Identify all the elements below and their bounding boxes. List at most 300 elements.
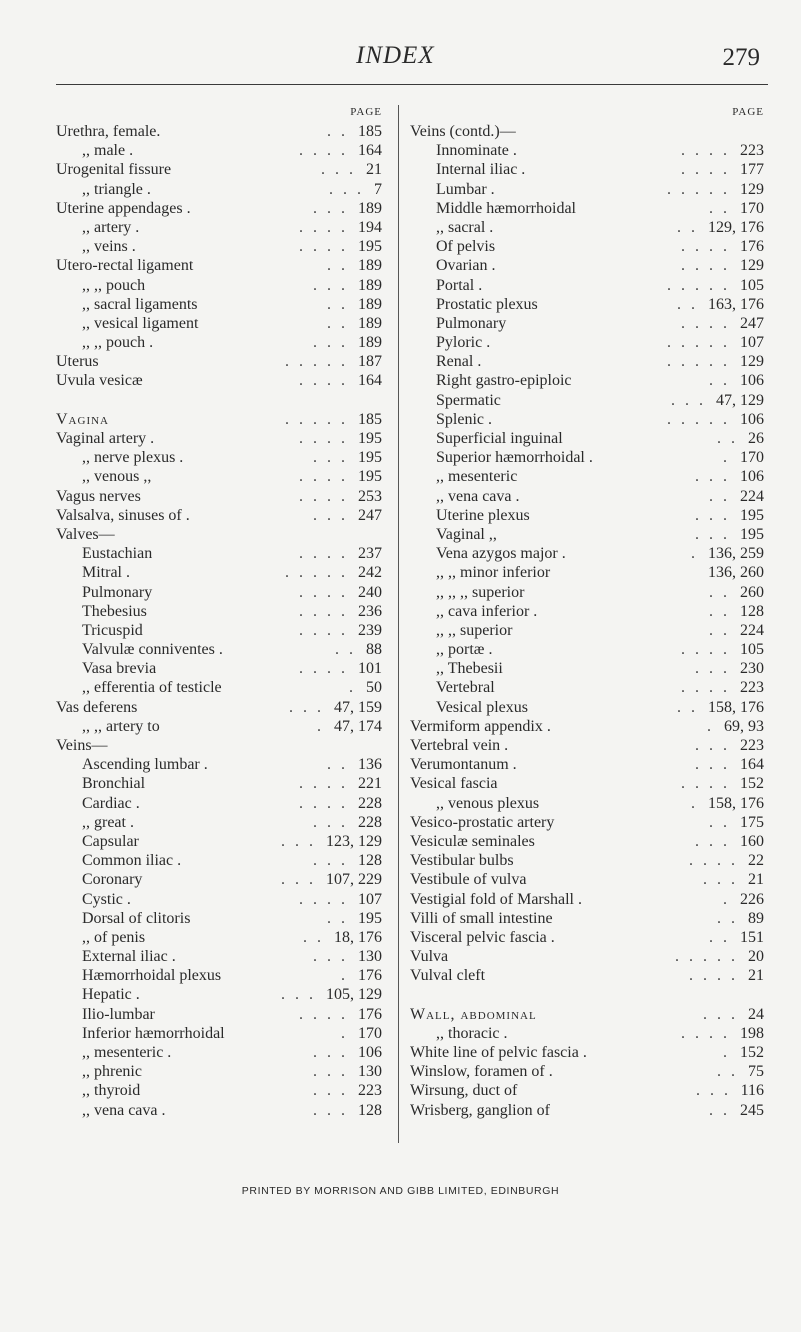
index-term: ,, ,, minor inferior [436,564,551,582]
leader-dots: . . . . . [285,564,348,582]
index-term: Ilio-lumbar [82,1005,155,1023]
index-term: Veins (contd.)— [410,123,516,140]
page-reference: 22 [748,852,764,870]
index-term: Renal . [436,353,482,371]
page-reference: 130 [358,948,382,966]
leader-dots: . . . . [681,641,730,659]
page-reference: 21 [748,871,764,889]
index-term: Tricuspid [82,621,143,639]
index-entry [56,410,386,429]
index-entry [410,928,768,947]
index-entry [410,1024,768,1043]
leader-dots: . . [327,756,348,774]
index-entry [56,966,386,985]
index-term: Lumbar . [436,180,495,198]
index-entry [56,199,386,218]
running-title: INDEX [356,42,435,69]
index-entry [56,736,386,755]
index-term: Vulva [410,948,449,966]
index-term: Dorsal of clitoris [82,909,191,927]
page-reference: 129 [740,353,764,371]
index-term: ,, artery . [82,218,140,236]
page-reference: 195 [358,449,382,467]
leader-dots: . . . [695,660,730,678]
page-reference: 151 [740,928,764,946]
index-term: ,, venous ,, [82,468,152,486]
index-entry [56,141,386,160]
index-term: Vasa brevia [82,660,157,678]
leader-dots: . . . [313,1082,348,1100]
page-reference: 223 [740,737,764,754]
page-reference: 106 [740,372,764,390]
index-term: Wirsung, duct of [410,1082,518,1100]
index-entry [56,870,386,889]
index-entry [410,1043,768,1062]
index-entry [410,429,768,448]
page-reference: 105 [740,276,764,294]
leader-dots: . . [327,295,348,313]
index-term: Middle hæmorrhoidal [436,199,576,217]
leader-dots: . . . [313,449,348,467]
index-entry [410,218,768,237]
index-term: Ascending lumbar . [82,756,208,774]
index-term: Right gastro-epiploic [436,372,572,390]
index-entry [410,160,768,179]
index-term: External iliac . [82,948,176,966]
leader-dots: . . . . [299,487,348,505]
index-term: ,, venous plexus [436,794,540,812]
index-entry [410,487,768,506]
page-reference: 7 [374,180,382,198]
page-reference: 107 [358,890,382,908]
index-term: Vagus nerves [56,487,141,505]
page-reference: 116 [740,1082,764,1100]
index-column-right [410,103,768,1120]
index-term: ,, ,, pouch . [82,334,154,352]
index-term: Vermiform appendix . [410,717,551,735]
page-reference: 128 [358,1101,382,1119]
index-entry [410,870,768,889]
index-entry [410,678,768,697]
page-reference: 223 [740,142,764,160]
index-entry [410,180,768,199]
index-entry [410,199,768,218]
leader-dots: . [691,545,698,563]
page-reference: 198 [740,1024,764,1042]
index-term: Vestibular bulbs [410,852,514,870]
index-term: ,, sacral ligaments [82,295,198,313]
leader-dots: . . [717,909,738,927]
leader-dots: . . . [703,1005,738,1023]
leader-dots: . . . . [299,621,348,639]
page-reference: 187 [358,353,382,371]
page-reference: 105, 129 [326,986,382,1004]
index-entry [410,448,768,467]
leader-dots: . . . [695,506,730,524]
index-entry [410,506,768,525]
page-reference: 47, 174 [334,717,382,735]
index-term: Vagina [56,410,109,428]
page-reference: 128 [358,852,382,870]
index-term: Bronchial [82,775,146,793]
leader-dots: . . [709,928,730,946]
index-term: Cardiac . [82,794,140,812]
index-term: Coronary [82,871,143,889]
leader-dots: . [691,794,698,812]
page-reference: 185 [358,123,382,140]
page-reference: 245 [740,1101,764,1119]
page-reference: 242 [358,564,382,582]
index-term: White line of pelvic fascia . [410,1044,587,1061]
index-entry [410,1081,768,1100]
page-reference: 228 [358,794,382,812]
leader-dots: . . . [281,871,316,889]
index-term: Capsular [82,832,139,850]
leader-dots: . . . . [299,660,348,678]
index-entry [56,506,386,525]
index-entry [56,717,386,736]
index-term: ,, veins . [82,238,136,256]
index-entry [410,659,768,678]
index-term: Vertebral vein . [410,737,509,754]
leader-dots: . . . [281,986,316,1004]
leader-dots: . . [709,487,730,505]
leader-dots: . [723,449,730,467]
index-term: ,, efferentia of testicle [82,679,222,697]
leader-dots: . . [709,621,730,639]
index-entry [410,602,768,621]
index-entry [410,256,768,275]
leader-dots: . [341,967,348,985]
index-term: ,, great . [82,813,134,831]
leader-dots: . . . [313,1063,348,1081]
leader-dots: . . . . [299,794,348,812]
page-reference: 170 [740,449,764,467]
leader-dots: . . . [695,525,730,543]
leader-dots: . . [717,430,738,447]
leader-dots: . . [677,218,698,236]
page-reference: 176 [740,238,764,256]
page-reference: 176 [358,967,382,985]
page-reference: 89 [748,909,764,927]
index-term: Vesical fascia [410,775,498,793]
index-entry [410,851,768,870]
index-entry [56,448,386,467]
leader-dots: . . [717,1063,738,1081]
leader-dots: . . [709,1101,730,1119]
page-reference: 164 [740,756,764,774]
index-entry [56,371,386,390]
page-reference: 107 [740,334,764,352]
index-entry [56,122,386,141]
index-entry [56,985,386,1004]
index-term: Valsalva, sinuses of . [56,506,190,524]
index-entry [56,352,386,371]
index-term: Hepatic . [82,986,140,1004]
index-entry [56,333,386,352]
index-term: Portal . [436,276,483,294]
index-term: Wall, abdominal [410,1005,537,1023]
index-entry [410,1005,768,1024]
leader-dots: . [707,717,714,735]
leader-dots: . . [709,583,730,601]
index-term: Superior hæmorrhoidal . [436,449,593,467]
index-term: Pulmonary [82,583,153,601]
leader-dots: . . . . . [675,948,738,966]
index-entry [56,563,386,582]
page-reference: 195 [358,238,382,256]
leader-dots: . . . . . [285,410,348,428]
page-reference: 228 [358,813,382,831]
index-entry [56,678,386,697]
index-entry [56,487,386,506]
leader-dots: . [723,890,730,908]
page-reference: 106 [740,410,764,428]
index-term: ,, triangle . [82,180,151,198]
page-reference: 152 [740,1044,764,1061]
index-term: ,, Thebesii [436,660,503,678]
leader-dots: . . . . [681,679,730,697]
index-term: ,, male . [82,142,134,160]
leader-dots: . . [709,372,730,390]
index-entry [56,659,386,678]
leader-dots: . . . . [681,142,730,160]
page-reference: 128 [740,602,764,620]
index-term: Inferior hæmorrhoidal [82,1024,225,1042]
page-reference: 189 [358,276,382,294]
index-entry [410,890,768,909]
index-entry [56,237,386,256]
leader-dots: . . . . [299,142,348,160]
index-term: ,, cava inferior . [436,602,538,620]
index-term: Uterine appendages . [56,199,191,217]
index-entry [410,314,768,333]
page-reference: 21 [366,161,382,179]
page-reference: 240 [358,583,382,601]
index-term: Internal iliac . [436,161,526,179]
page-reference: 224 [740,621,764,639]
leader-dots: . . . [329,180,364,198]
index-term: Vesico-prostatic artery [410,813,555,831]
page-reference: 101 [358,660,382,678]
index-term: Thebesius [82,602,147,620]
leader-dots: . . [327,909,348,927]
page-reference: 195 [740,506,764,524]
index-term: Common iliac . [82,852,182,870]
index-term: Wrisberg, ganglion of [410,1101,550,1119]
index-entry [410,410,768,429]
leader-dots: . . [709,813,730,831]
leader-dots: . . . . . [285,353,348,371]
page-reference: 106 [358,1044,382,1061]
index-term: ,, ,, artery to [82,717,160,735]
index-entry [56,256,386,275]
index-term: ,, mesenteric . [82,1044,172,1061]
index-term: Verumontanum . [410,756,517,774]
index-entry [410,1101,768,1120]
index-entry [56,1062,386,1081]
index-term: Vas deferens [56,698,138,716]
index-entry [410,467,768,486]
leader-dots: . [341,1024,348,1042]
index-term: Valvulæ conniventes . [82,641,223,659]
leader-dots: . . . [696,1082,731,1100]
index-term: ,, thyroid [82,1082,141,1100]
index-term: Villi of small intestine [410,909,553,927]
index-entry [56,1005,386,1024]
leader-dots: . . . . . [667,334,730,352]
leader-dots: . . . [313,813,348,831]
index-entry [410,333,768,352]
index-entry [56,947,386,966]
index-entry [56,544,386,563]
page-reference: 194 [358,218,382,236]
page-reference: 185 [358,410,382,428]
page-reference: 236 [358,602,382,620]
page-reference: 189 [358,295,382,313]
index-term: Vulval cleft [410,967,486,985]
index-entry [56,218,386,237]
index-entry [410,371,768,390]
header-rule [56,84,768,85]
page-reference: 221 [358,775,382,793]
index-entry [410,774,768,793]
index-term: ,, vena cava . [82,1101,166,1119]
page-reference: 18, 176 [334,928,382,946]
leader-dots: . . [335,641,356,659]
index-term: Visceral pelvic fascia . [410,928,555,946]
page-reference: 253 [358,487,382,505]
index-term: ,, thoracic . [436,1024,508,1042]
printer-imprint: PRINTED BY MORRISON AND GIBB LIMITED, EDINBURGH [241,1185,560,1197]
page-reference: 175 [740,813,764,831]
index-entry [410,909,768,928]
leader-dots: . . . . [299,890,348,908]
index-term: Winslow, foramen of . [410,1063,553,1081]
index-entry [56,314,386,333]
index-entry [410,141,768,160]
page-reference: 177 [740,161,764,179]
leader-dots: . . [709,602,730,620]
leader-dots: . . . [313,506,348,524]
leader-dots: . . . [313,334,348,352]
page-reference: 105 [740,641,764,659]
leader-dots: . . . [695,737,730,754]
page-reference: 223 [740,679,764,697]
index-entry [56,928,386,947]
page-reference: 164 [358,372,382,390]
page-reference: 237 [358,545,382,563]
page-reference: 88 [366,641,382,659]
leader-dots: . . . . . [667,410,730,428]
index-entry [410,391,768,410]
page-reference: 136, 260 [708,564,764,582]
index-term: ,, nerve plexus . [82,449,184,467]
index-term: ,, phrenic [82,1063,142,1081]
index-entry [410,794,768,813]
index-term: Pyloric . [436,334,491,352]
leader-dots: . . . . [299,468,348,486]
index-entry [56,429,386,448]
index-entry [410,1062,768,1081]
index-entry [56,1043,386,1062]
index-term: ,, ,, ,, superior [436,583,525,601]
index-term: Eustachian [82,545,153,563]
page-reference: 129, 176 [708,218,764,236]
leader-dots: . . . [313,199,348,217]
leader-dots: . . . [313,852,348,870]
leader-dots: . . [303,928,324,946]
index-term: Vestigial fold of Marshall . [410,890,582,908]
page-reference: 50 [366,679,382,697]
index-entry [410,583,768,602]
index-term: ,, vena cava . [436,487,520,505]
index-term: Pulmonary [436,314,507,332]
page-reference: 260 [740,583,764,601]
leader-dots: . . . [703,871,738,889]
index-entry [56,1081,386,1100]
index-entry [410,525,768,544]
index-entry [410,698,768,717]
leader-dots: . . . . [299,430,348,447]
index-term: Vaginal ,, [436,525,497,543]
page-reference: 239 [358,621,382,639]
leader-dots: . . . . [681,238,730,256]
page-reference: 75 [748,1063,764,1081]
leader-dots: . . . . . [667,276,730,294]
index-entry [56,774,386,793]
page-reference: 195 [358,468,382,486]
index-entry [410,544,768,563]
leader-dots: . . [327,314,348,332]
index-entry [56,180,386,199]
leader-dots: . . . . [299,238,348,256]
page-reference: 189 [358,314,382,332]
index-entry [410,717,768,736]
index-term: Ovarian . [436,257,496,275]
index-entry [56,602,386,621]
page-reference: 189 [358,334,382,352]
leader-dots: . . [709,199,730,217]
index-section-gap [56,391,386,410]
index-entry [56,890,386,909]
page-reference: 107, 229 [326,871,382,889]
index-term: Vesical plexus [436,698,528,716]
index-term: Vertebral [436,679,495,697]
leader-dots: . . [677,698,698,716]
index-entry [410,736,768,755]
page-reference: 158, 176 [708,794,764,812]
page-reference: 170 [358,1024,382,1042]
index-term: Uterine plexus [436,506,530,524]
page-reference: 176 [358,1005,382,1023]
page-reference: 247 [740,314,764,332]
page-reference: 170 [740,199,764,217]
index-term: Veins— [56,737,108,754]
index-term: Of pelvis [436,238,496,256]
index-term: Mitral . [82,564,130,582]
page-reference: 21 [748,967,764,985]
page-reference: 47, 159 [334,698,382,716]
index-term: Superficial inguinal [436,430,563,447]
index-section-gap [410,985,768,1004]
index-entry [410,276,768,295]
column-divider [398,105,399,1143]
index-term: Vestibule of vulva [410,871,527,889]
page-reference: 129 [740,257,764,275]
index-entry [56,621,386,640]
page-reference: 69, 93 [724,717,764,735]
